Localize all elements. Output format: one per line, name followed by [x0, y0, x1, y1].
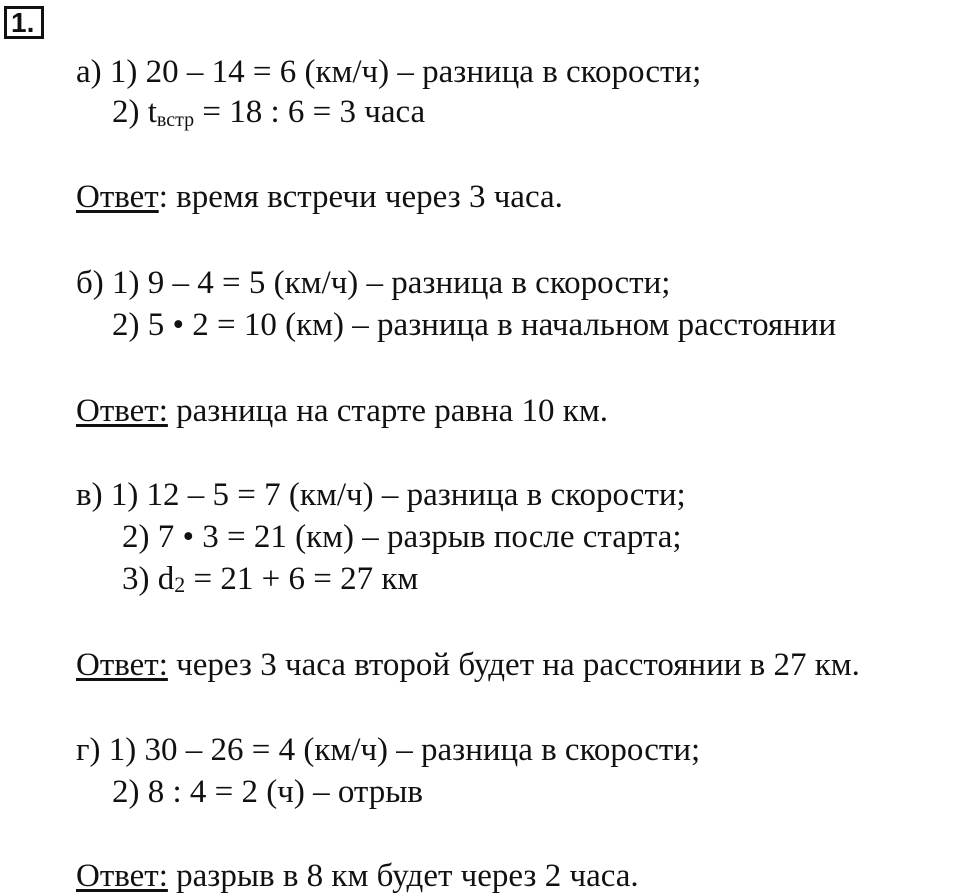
- part-a-step-2-pre: 2) t: [112, 94, 157, 130]
- answer-text: : время встречи через 3 часа.: [158, 179, 563, 215]
- part-a-step-2-subscript: встр: [156, 109, 195, 131]
- part-a-step-1: а) 1) 20 – 14 = 6 (км/ч) – разница в скорости;: [76, 54, 702, 90]
- part-b-step-2: 2) 5 • 2 = 10 (км) – разница в начальном расстоянии: [112, 307, 837, 343]
- part-g-step-2: 2) 8 : 4 = 2 (ч) – отрыв: [112, 774, 423, 810]
- part-v-step-2: 2) 7 • 3 = 21 (км) – разрыв после старта;: [122, 519, 682, 555]
- part-b-step-1: б) 1) 9 – 4 = 5 (км/ч) – разница в скорости;: [76, 265, 671, 301]
- part-a-step-2-post: = 18 : 6 = 3 часа: [194, 94, 426, 130]
- answer-label: Ответ:: [76, 393, 168, 429]
- part-v-answer: [76, 645, 860, 685]
- problem-number: 1.: [4, 6, 44, 39]
- answer-label: Ответ: [76, 179, 159, 215]
- part-a-step-2: [112, 92, 425, 140]
- part-v-step-3-pre: 3) d: [122, 561, 175, 597]
- part-g-step-1: г) 1) 30 – 26 = 4 (км/ч) – разница в скорости;: [76, 732, 701, 768]
- answer-label: Ответ:: [76, 858, 168, 894]
- answer-text: разрыв в 8 км будет через 2 часа.: [167, 858, 639, 894]
- part-v-step-3: [122, 559, 418, 605]
- part-a-answer: [76, 177, 563, 217]
- part-g-answer: [76, 856, 639, 896]
- part-b-answer: [76, 391, 608, 431]
- part-v-step-3-post: = 21 + 6 = 27 км: [185, 561, 419, 597]
- answer-label: Ответ:: [76, 647, 168, 683]
- answer-text: разница на старте равна 10 км.: [167, 393, 608, 429]
- part-v-step-3-subscript: 2: [174, 572, 186, 597]
- answer-text: через 3 часа второй будет на расстоянии в 27 км.: [167, 647, 860, 683]
- part-v-step-1: в) 1) 12 – 5 = 7 (км/ч) – разница в скорости;: [76, 477, 686, 513]
